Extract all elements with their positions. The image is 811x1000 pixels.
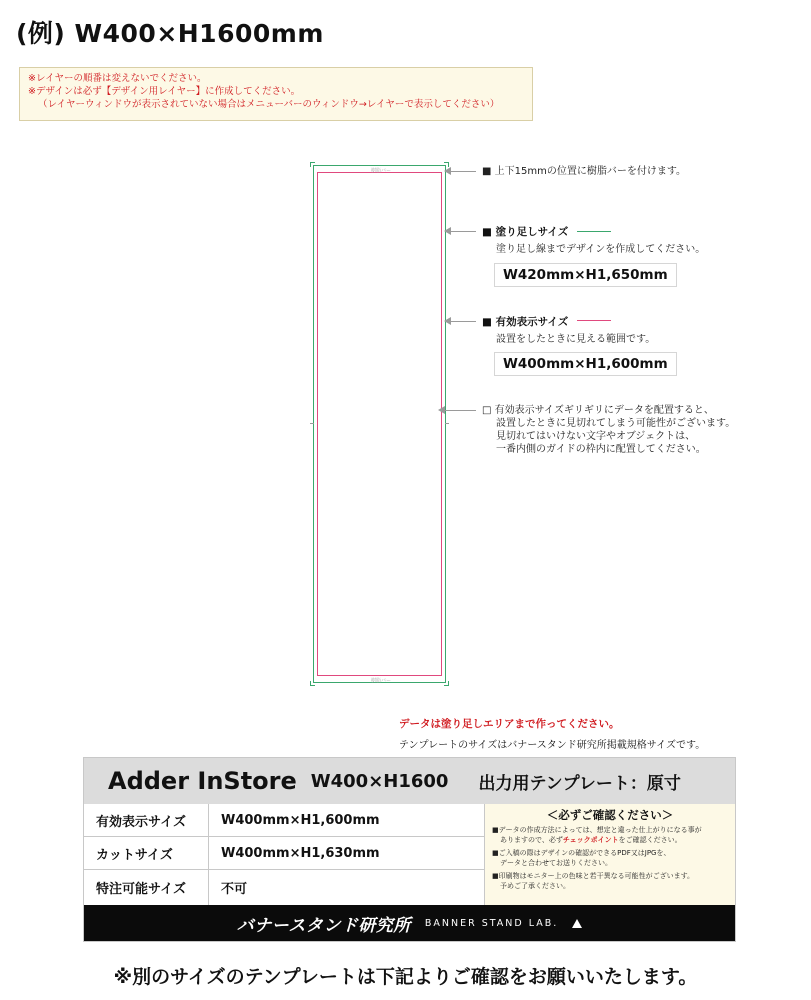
bleed-guide-desc: 塗り足し線までデザインを作成してください。 [496,244,706,255]
notice-line: （レイヤーウィンドウが表示されていない場合はメニューバーのウィンドウ→レイヤーで表示してください） [38,99,500,110]
product-size: W400×H1600 [310,770,449,792]
visible-guide-title: ■ 有効表示サイズ [482,316,569,328]
visible-legend-line [577,320,611,321]
brand-name-en: BANNER STAND LAB. [424,917,559,929]
confirm-text: ■データの作成方法によっては、想定と違った仕上がりになる事が [492,826,702,834]
safe-area-guide [482,404,735,456]
safe-guide-line: 一番内側のガイドの枠内に配置してください。 [496,444,706,455]
brand-name-jp: バナースタンド研究所 [236,915,411,936]
page-title: (例) W400×H1600mm [16,19,324,48]
confirm-item [492,849,728,868]
corner-mark [310,162,315,167]
guide-arrow [444,410,476,411]
confirm-item [492,872,728,891]
spec-row [84,837,484,870]
layer-notice [19,67,533,121]
guide-arrow [450,171,476,172]
bleed-size-box: W420mm×H1,650mm [494,263,677,287]
spec-row [84,804,484,837]
spec-key: 有効表示サイズ [84,804,209,836]
visible-size-box: W400mm×H1,600mm [494,352,677,376]
bleed-legend-line [577,231,611,232]
bottom-bar-label: 樹脂バー [371,678,392,684]
safe-guide-line: 見切れてはいけない文字やオブジェクトは、 [496,431,696,442]
spec-value: W400mm×H1,630mm [221,845,380,861]
safe-guide-line: 設置したときに見切れてしまう可能性がございます。 [496,418,736,429]
other-sizes-note: ※別のサイズのテンプレートは下記よりご確認をお願いいたします。 [113,966,698,988]
confirm-text: データと合わせてお送りください。 [500,858,612,867]
top-bar-label: 樹脂バー [371,168,392,174]
confirm-text: ありますので、必ず [500,835,563,844]
checkpoint-link[interactable]: チェックポイント [562,835,619,844]
confirm-text: ■印刷物はモニター上の色味と若干異なる可能性がございます。 [492,872,695,880]
spec-table [83,757,736,942]
confirm-text: ■ご入稿の際はデザインの確認ができるPDF又はJPGを、 [492,849,671,857]
confirm-item [492,826,728,845]
confirm-box [484,804,735,905]
corner-mark [444,681,449,686]
bar-guide-text: ■ 上下15mmの位置に樹脂バーを付けます。 [482,166,687,177]
bleed-guide-title: ■ 塗り足しサイズ [482,226,569,238]
confirm-title: ＜必ずご確認ください＞ [546,808,674,822]
spec-value: W400mm×H1,600mm [221,812,380,828]
confirm-text-line [492,836,728,846]
visible-area-outline [317,172,442,676]
visible-guide-desc: 設置をしたときに見える範囲です。 [496,334,656,345]
safe-guide-line: □ 有効表示サイズギリギリにデータを配置すると、 [482,405,714,416]
brand-footer [84,905,735,941]
guide-arrow [450,321,476,322]
spec-key: カットサイズ [84,837,209,869]
spec-row [84,870,484,905]
product-name: Adder InStore [108,767,297,795]
spec-key: 特注可能サイズ [84,870,209,905]
confirm-text: をご確認ください。 [618,835,682,844]
bleed-warning: データは塗り足しエリアまで作ってください。 [399,718,620,730]
template-label: 出力用テンプレート：原寸 [478,773,681,794]
guide-arrow [450,231,476,232]
notice-line: ※デザインは必ず【デザイン用レイヤー】に作成してください。 [28,86,301,97]
center-tick-right [445,423,449,424]
brand-logo-icon [572,919,582,928]
spec-header [84,758,735,804]
template-size-note: テンプレートのサイズはバナースタンド研究所掲載規格サイズです。 [399,740,706,751]
center-tick-left [310,423,314,424]
notice-line: ※レイヤーの順番は変えないでください。 [28,73,207,84]
spec-value: 不可 [221,882,248,897]
corner-mark [310,681,315,686]
confirm-text: 予めご了承ください。 [500,881,570,890]
